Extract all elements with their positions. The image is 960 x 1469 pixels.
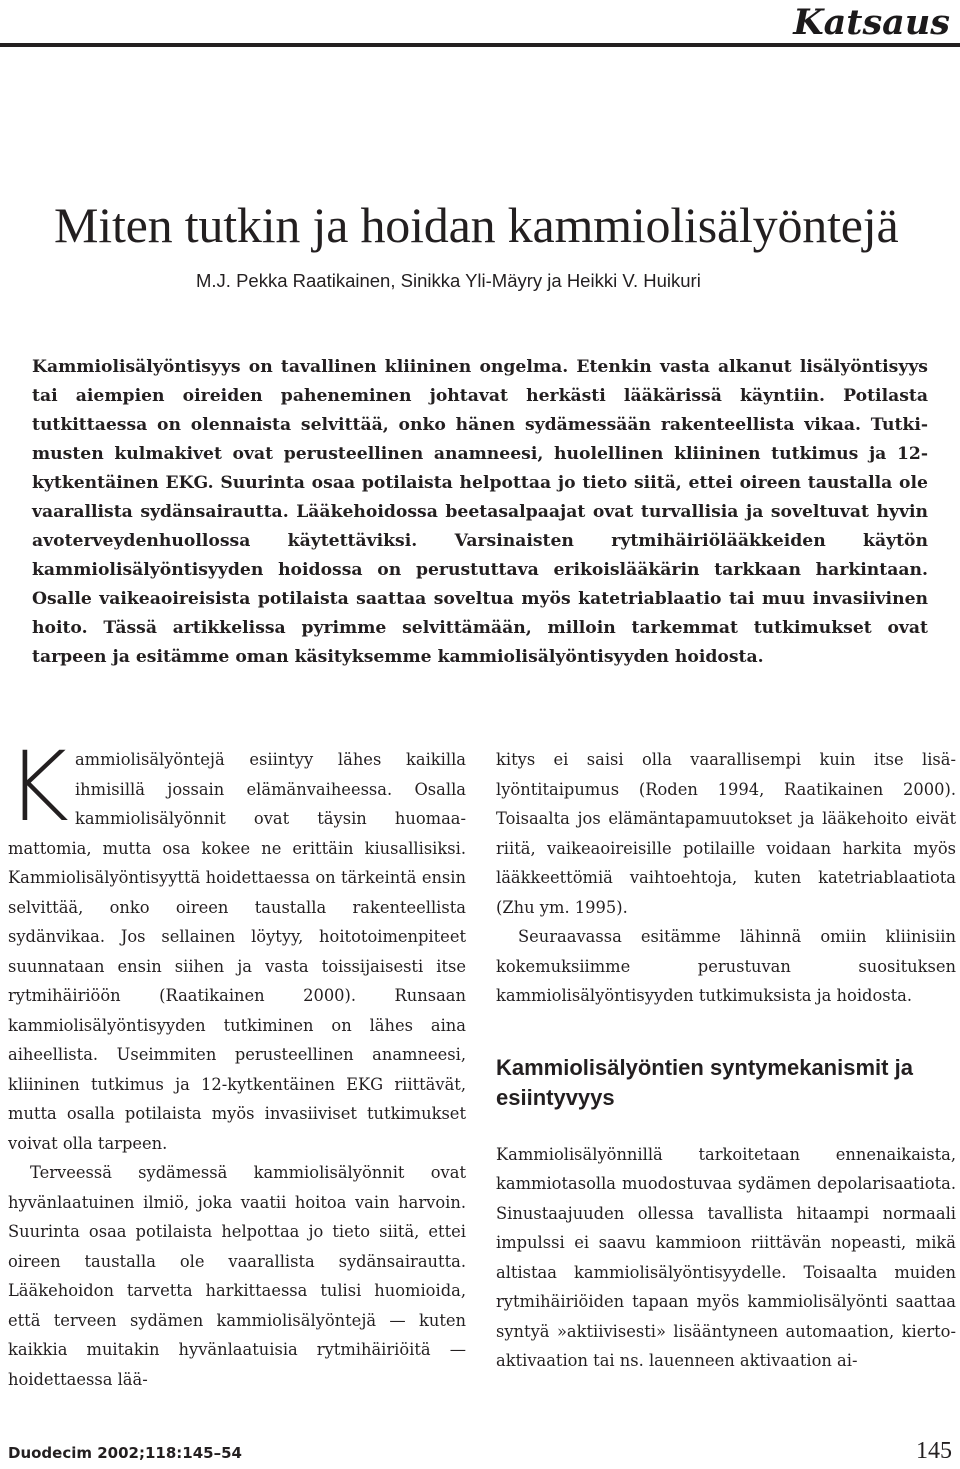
body-column-right xyxy=(496,745,956,1405)
section-heading: Kammiolisälyöntien syntymekanismit ja esiintyvyys xyxy=(496,1054,913,1110)
article-title: Miten tutkin ja hoidan kammiolisälyöntejä xyxy=(54,197,899,253)
drop-cap: K xyxy=(6,731,69,843)
body-paragraph: Kammiolisälyönnillä tarkoitetaan ennenaikaista, kammiotasolla muodostuvaa sydämen depolarisaatiota. Sinustaajuuden ollessa tavallista hitaampi normaali impulssi ei saavu kammioon riittävän nopeasti, mikä altistaa kammiolisälyöntisyydelle. Toisaalta muiden rytmihäiriöiden tapaan myös kammiolisälyönti saattaa syntyä »aktiivisesti» lisääntyneen automaation, kiertoaktivaation tai ns. lauenneen aktivaation ai- xyxy=(496,1144,956,1370)
body-paragraph xyxy=(6,731,466,1158)
body-text: ammiolisälyöntejä esiintyy lähes kaikilla ihmisillä jossain elämänvaiheessa. Osalla kammiolisälyönnit ovat täysin huomaamattomia, mutta osa kokee ne erittäin kiusallisiksi. Kammiolisälyöntisyyttä hoidettaessa on tärkeintä ensin selvittää, onko oireen taustalla rakenteellista sydänvikaa. Jos sellainen löytyy, hoitotoimenpiteet suunnataan ensin siihen ja vasta toissijaisesti itse rytmihäiriöön (Raatikainen 2000). Runsaan kammiolisälyöntisyyden tutkiminen on lähes aina aiheellista. Useimmiten perusteellinen anamneesi, kliininen tutkimus ja 12-kytkentäinen EKG riittävät, mutta osalla potilaista myös invasiiviset tutkimukset voivat olla tarpeen. xyxy=(8,750,466,1153)
article-authors: M.J. Pekka Raatikainen, Sinikka Yli-Mäyry ja Heikki V. Huikuri xyxy=(196,270,701,291)
section-label: Katsaus xyxy=(793,2,950,43)
body-paragraph: Seuraavassa esitämme lähinnä omiin kliinisiin kokemuksiimme perustuvan suosituksen kammiolisälyöntisyyden tutkimuksista ja hoidosta. xyxy=(496,927,956,1005)
page-number: 145 xyxy=(916,1438,952,1464)
article-abstract: Kammiolisälyöntisyys on tavallinen kliininen ongelma. Etenkin vasta alkanut lisälyöntisyys tai aiempien oireiden paheneminen johtavat herkästi lääkärissä käyntiin. Potilasta tutkittaessa on olennaista selvittää, onko hänen sydämessään rakenteellista vikaa. Tutkimusten kulmakivet ovat perusteellinen anamneesi, huolellinen kliininen tutkimus ja 12-kytkentäinen EKG. Suurinta osaa potilaista helpottaa jo tieto siitä, ettei oireen taustalla ole vaarallista sydänsairautta. Lääkehoidossa beetasalpaajat ovat turvallisia ja soveltuvat hyvin avoterveydenhuollossa käytettäviksi. Varsinaisten rytmihäiriölääkkeiden käytön kammiolisälyöntisyyden hoidossa on perustuttava erikoislääkärin tarkkaan harkintaan. Osalle vaikeaoireisista potilaista saattaa soveltua myös katetriablaatio tai muu invasiivinen hoito. Tässä artikkelissa pyrimme selvittämään, milloin tarkemmat tutkimukset ovat tarpeen ja esitämme oman käsityksemme kammiolisälyöntisyyden hoidosta. xyxy=(32,357,928,667)
header-rule xyxy=(0,43,960,47)
body-column-left xyxy=(6,731,466,1405)
body-paragraph: Terveessä sydämessä kammiolisälyönnit ovat hyvänlaatuinen ilmiö, joka vaatii hoitoa vain harvoin. Suurinta osaa potilaista helpottaa jo tieto siitä, ettei oireen taustalla ole vaarallista sydänsairautta. Lääkehoidon tarvetta harkittaessa tulisi huomioida, että terveen sydämen kammiolisälyöntejä — kuten kaikkia muitakin hyvänlaatuisia rytmihäiriöitä — hoidettaessa lää- xyxy=(8,1163,466,1389)
body-paragraph: kitys ei saisi olla vaarallisempi kuin itse lisälyöntitaipumus (Roden 1994, Raatikainen 2000). Toisaalta jos elämäntapamuutokset ja lääkehoito eivät riitä, vaikeaoireisille potilaille voidaan harkita myös lääkkeettömiä vaihtoehtoja, kuten katetriablaatiota (Zhu ym. 1995). xyxy=(496,750,956,917)
journal-citation: Duodecim 2002;118:145–54 xyxy=(8,1444,242,1462)
